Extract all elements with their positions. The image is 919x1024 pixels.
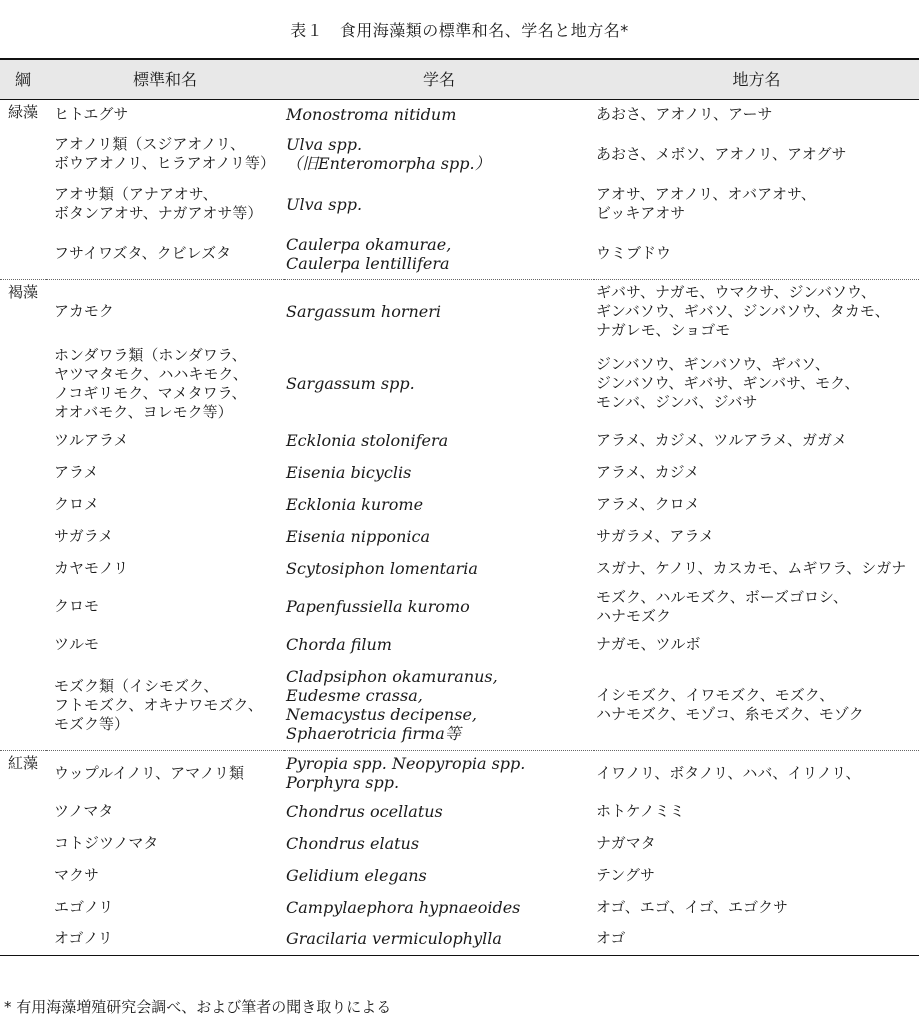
local-name-cell: イシモズク、イワモズク、モズク、 ハナモズク、モゾコ、糸モズク、モゾク bbox=[594, 661, 919, 751]
table-row bbox=[0, 521, 919, 553]
local-name-cell: あおさ、メボソ、アオノリ、アオグサ bbox=[596, 144, 847, 163]
table-row bbox=[0, 751, 919, 796]
standard-name-cell: アカモク bbox=[54, 301, 114, 320]
table-row bbox=[0, 827, 919, 859]
scientific-name-cell: Chondrus elatus bbox=[286, 833, 420, 853]
table-row bbox=[0, 129, 919, 179]
scientific-name-cell: Sargassum spp. bbox=[286, 374, 415, 393]
standard-name-cell: ウップルイノリ、アマノリ類 bbox=[54, 763, 245, 782]
header-scientific-name: 学名 bbox=[422, 69, 455, 89]
local-name-cell: アラメ、カジメ bbox=[596, 463, 700, 481]
class-cell: 褐藻 bbox=[8, 282, 39, 301]
standard-name-cell: フサイワズタ、クビレズタ bbox=[46, 229, 284, 279]
scientific-name-cell: Monostroma nitidum bbox=[286, 104, 457, 124]
table-row bbox=[0, 795, 919, 827]
class-cell-empty bbox=[0, 129, 46, 179]
table-row bbox=[0, 553, 919, 585]
local-name-cell: アラメ、クロメ bbox=[596, 495, 700, 513]
standard-name-cell: モズク類（イシモズク、 フトモズク、オキナワモズク、 モズク等） bbox=[46, 661, 284, 751]
header-row bbox=[0, 59, 919, 99]
table-row bbox=[0, 891, 919, 923]
standard-name-cell: オゴノリ bbox=[54, 929, 113, 948]
table-row bbox=[0, 923, 919, 955]
class-cell-empty bbox=[0, 891, 46, 923]
scientific-name-cell: Pyropia spp. Neopyropia spp. Porphyra spp. bbox=[286, 754, 526, 792]
table-row bbox=[0, 661, 919, 751]
local-name-cell: ギバサ、ナガモ、ウマクサ、ジンバソウ、 ギンバソウ、ギバソ、ジンバソウ、タカモ、 ナガレモ、ショゴモ bbox=[596, 282, 890, 339]
local-name-cell: オゴ、エゴ、イゴ、エゴクサ bbox=[596, 897, 789, 916]
standard-name-cell: ホンダワラ類（ホンダワラ、 ヤツマタモク、ハハキモク、 ノコギリモク、マメタワラ、 オオバモク、ヨレモク等） bbox=[54, 345, 248, 421]
table-row bbox=[0, 179, 919, 229]
local-name-cell: アラメ、カジメ、ツルアラメ、ガガメ bbox=[596, 431, 847, 449]
scientific-name-cell: Chondrus ocellatus bbox=[286, 801, 443, 821]
scientific-name-cell: Papenfussiella kuromo bbox=[286, 597, 470, 616]
seaweed-table bbox=[0, 58, 919, 956]
class-cell-empty bbox=[0, 457, 46, 489]
standard-name-cell: ツノマタ bbox=[54, 801, 114, 820]
class-cell-empty bbox=[0, 585, 46, 629]
local-name-cell: あおさ、アオノリ、アーサ bbox=[596, 104, 773, 123]
scientific-name-cell: Scytosiphon lomentaria bbox=[286, 559, 478, 578]
scientific-name-cell: Gracilaria vermiculophylla bbox=[286, 929, 502, 949]
table-row bbox=[0, 489, 919, 521]
class-cell-empty bbox=[0, 661, 46, 751]
table-row bbox=[0, 343, 919, 425]
table-row bbox=[0, 99, 919, 129]
standard-name-cell: カヤモノリ bbox=[54, 559, 129, 577]
class-cell-empty bbox=[0, 859, 46, 891]
scientific-name-cell: Eisenia bicyclis bbox=[286, 463, 412, 482]
scientific-name-cell: Eisenia nipponica bbox=[286, 527, 430, 546]
table-row bbox=[0, 229, 919, 279]
class-cell-empty bbox=[0, 521, 46, 553]
local-name-cell: サガラメ、アラメ bbox=[596, 527, 714, 545]
header-standard-name: 標準和名 bbox=[132, 69, 197, 89]
scientific-name-cell: Sargassum horneri bbox=[286, 301, 442, 321]
class-cell-empty bbox=[0, 229, 46, 279]
header-class: 綱 bbox=[14, 69, 31, 89]
table-row bbox=[0, 629, 919, 661]
scientific-name-cell: Ulva spp. （旧Enteromorpha spp.） bbox=[286, 135, 491, 173]
local-name-cell: ナガモ、ツルボ bbox=[596, 635, 701, 653]
class-cell-empty bbox=[0, 923, 46, 955]
table-row bbox=[0, 279, 919, 343]
local-name-cell: ナガマタ bbox=[596, 833, 656, 852]
standard-name-cell: ヒトエグサ bbox=[54, 104, 129, 123]
scientific-name-cell: Ecklonia stolonifera bbox=[286, 431, 449, 450]
scientific-name-cell: Gelidium elegans bbox=[286, 865, 427, 885]
scientific-name-cell: Campylaephora hypnaeoides bbox=[286, 897, 521, 917]
local-name-cell: オゴ bbox=[596, 929, 626, 948]
scientific-name-cell: Ecklonia kurome bbox=[286, 495, 424, 514]
standard-name-cell: マクサ bbox=[54, 865, 100, 884]
scientific-name-cell: Caulerpa okamurae, Caulerpa lentillifera bbox=[284, 229, 594, 279]
local-name-cell: テングサ bbox=[596, 865, 655, 884]
standard-name-cell: アオサ類（アナアオサ、 ボタンアオサ、ナガアオサ等） bbox=[54, 185, 263, 222]
class-cell-empty bbox=[0, 489, 46, 521]
class-cell-empty bbox=[0, 795, 46, 827]
table-title: 表１ 食用海藻類の標準和名、学名と地方名* bbox=[290, 21, 629, 40]
standard-name-cell: アオノリ類（スジアオノリ、 ボウアオノリ、ヒラアオノリ等） bbox=[54, 135, 275, 172]
scientific-name-cell: Chorda filum bbox=[286, 635, 392, 654]
standard-name-cell: クロモ bbox=[54, 597, 100, 615]
local-name-cell: イワノリ、ボタノリ、ハバ、イリノリ、 bbox=[596, 763, 861, 782]
table-row bbox=[0, 859, 919, 891]
class-cell-empty bbox=[0, 827, 46, 859]
table-row bbox=[0, 425, 919, 457]
scientific-name-cell: Ulva spp. bbox=[286, 194, 363, 214]
class-cell: 紅藻 bbox=[8, 754, 39, 772]
header-local-name: 地方名 bbox=[732, 69, 781, 89]
local-name-cell: ホトケノミミ bbox=[596, 801, 685, 820]
class-cell-empty bbox=[0, 179, 46, 229]
standard-name-cell: ツルモ bbox=[54, 635, 100, 653]
local-name-cell: アオサ、アオノリ、オバアオサ、 ビッキアオサ bbox=[596, 185, 816, 222]
local-name-cell: ジンバソウ、ギンバソウ、ギバソ、 ジンバソウ、ギバサ、ギンバサ、モク、 モンバ、ジンバ、ジバサ bbox=[596, 355, 860, 411]
table-row bbox=[0, 457, 919, 489]
class-cell: 緑藻 bbox=[8, 102, 39, 121]
local-name-cell: モズク、ハルモズク、ボーズゴロシ、 ハナモズク bbox=[596, 587, 848, 625]
table-row bbox=[0, 585, 919, 629]
standard-name-cell: クロメ bbox=[54, 495, 100, 513]
class-cell-empty bbox=[0, 629, 46, 661]
footnote: * 有用海藻増殖研究会調べ、および筆者の聞き取りによる bbox=[4, 998, 392, 1016]
scientific-name-cell: Cladpsiphon okamuranus, Eudesme crassa, Nemacystus decipense, Sphaerotricia firma等 bbox=[284, 661, 594, 751]
local-name-cell: ウミブドウ bbox=[594, 229, 919, 279]
class-cell-empty bbox=[0, 343, 46, 425]
class-cell-empty bbox=[0, 553, 46, 585]
class-cell-empty bbox=[0, 425, 46, 457]
local-name-cell: スガナ、ケノリ、カスカモ、ムギワラ、シガナ bbox=[596, 559, 907, 577]
standard-name-cell: ツルアラメ bbox=[54, 431, 129, 449]
standard-name-cell: アラメ bbox=[54, 463, 99, 481]
standard-name-cell: エゴノリ bbox=[54, 897, 114, 916]
standard-name-cell: サガラメ bbox=[54, 527, 114, 545]
standard-name-cell: コトジツノマタ bbox=[54, 833, 159, 852]
